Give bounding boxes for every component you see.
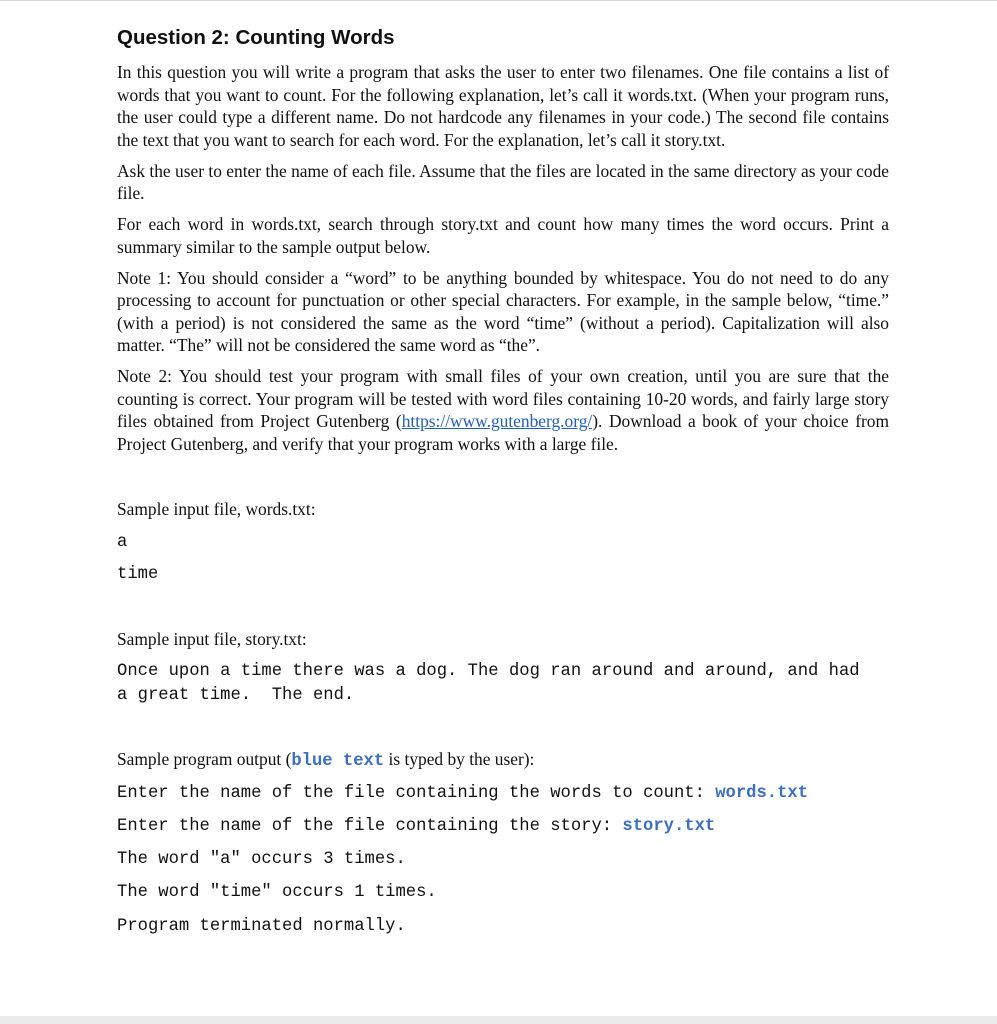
spacer — [117, 587, 889, 628]
output-line-1 — [117, 782, 889, 806]
output-line-4: The word "time" occurs 1 times. — [117, 882, 437, 902]
question-title: Question 2: Counting Words — [117, 26, 395, 49]
output-line-5: Program terminated normally. — [117, 916, 406, 936]
words-file-line-2: time — [117, 565, 159, 584]
spacer — [117, 708, 889, 748]
output-label-blue: blue text — [291, 751, 385, 771]
story-file-line-2: a great time. The end. — [117, 685, 355, 705]
note-1-paragraph: Note 1: You should consider a “word” to be anything bounded by whitespace. You do not need to do any processing to account for punctuation or other special characters. For example, in the sample below, “time.” (with a period) is not considered the same as the word “time” (without a period). Capitalization will also matter. “The” will not be considered the same word as “the”. — [117, 267, 889, 355]
output-label — [117, 748, 889, 773]
output-label-after: is typed by the user): — [384, 748, 535, 769]
story-file-label: Sample input file, story.txt: — [117, 629, 307, 649]
output-label-before: Sample program output ( — [117, 748, 292, 769]
file-location-paragraph: Ask the user to enter the name of each file. Assume that the files are located in the same directory as your code file. — [117, 160, 889, 203]
note-2-text-after: ). Download a book of your choice from Project Gutenberg, and verify that your program works with a large file. — [117, 411, 889, 454]
gutenberg-link[interactable]: https://www.gutenberg.org/ — [401, 411, 593, 431]
words-file-label: Sample input file, words.txt: — [117, 498, 316, 519]
top-rule — [0, 0, 997, 1]
user-input-2: story.txt — [622, 816, 716, 836]
spacer — [117, 464, 889, 498]
document-page — [117, 22, 889, 939]
output-line-3: The word "a" occurs 3 times. — [117, 849, 406, 869]
note-2-text-before: Note 2: You should test your program with small files of your own creation, until you are sure that the counting is correct. Your program will be tested with word files containing 10-20 words, and fairly large story files obtained from Project Gutenberg ( — [117, 366, 889, 431]
words-file-line-1: a — [117, 533, 128, 552]
user-input-1: words.txt — [715, 783, 809, 803]
output-line-2 — [117, 815, 889, 839]
page-bottom-band — [0, 1016, 997, 1024]
note-2-paragraph — [117, 365, 889, 455]
intro-paragraph: In this question you will write a program that asks the user to enter two filenames. One file contains a list of words that you want to count. For the following explanation, let’s call it words.txt. (When your program runs, the user could type a different name. Do not hardcode any filenames in your code.) The second file contains the text that you want to search for each word. For the explanation, let’s call it story.txt. — [117, 62, 889, 150]
prompt-2: Enter the name of the file containing the story: — [117, 816, 623, 836]
prompt-1: Enter the name of the file containing the words to count: — [117, 783, 716, 803]
counting-paragraph: For each word in words.txt, search through story.txt and count how many times the word occurs. Print a summary similar to the sample output below. — [117, 214, 889, 257]
story-file-line-1: Once upon a time there was a dog. The dog ran around and around, and had — [117, 661, 860, 681]
